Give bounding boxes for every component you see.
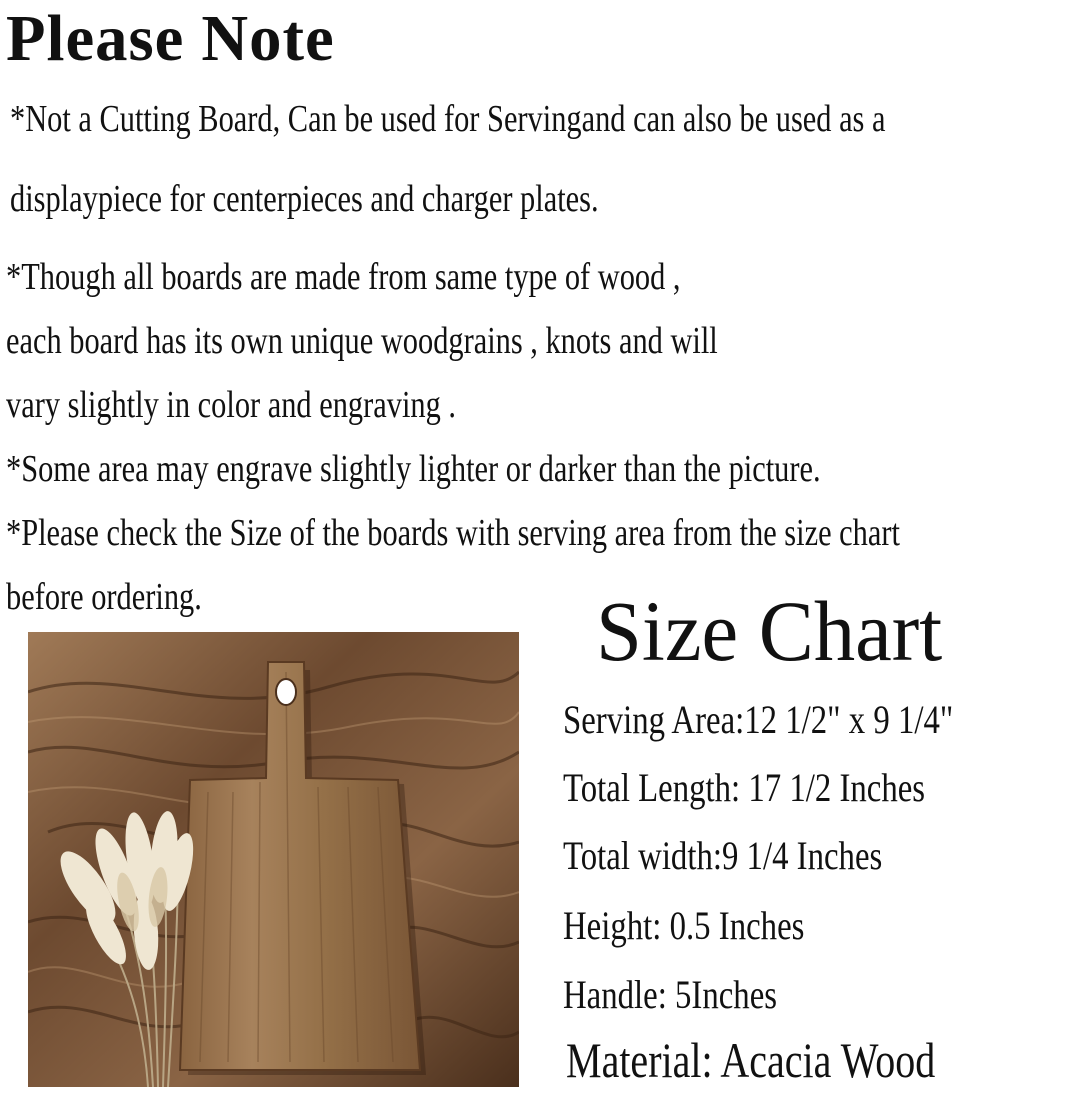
spec-serving-area: Serving Area:12 1/2" x 9 1/4": [563, 697, 954, 742]
spec-material: Material: Acacia Wood: [566, 1032, 936, 1088]
spec-height: Height: 0.5 Inches: [563, 903, 805, 948]
spec-total-length: Total Length: 17 1/2 Inches: [563, 765, 926, 810]
note-line-1: *Not a Cutting Board, Can be used for Servingand can also be used as a: [10, 98, 886, 140]
note-line-6: *Some area may engrave slightly lighter or darker than the picture.: [6, 448, 821, 490]
note-line-2: displaypiece for centerpieces and charger plates.: [10, 178, 599, 220]
product-photo: [28, 632, 519, 1087]
note-line-8: before ordering.: [6, 576, 202, 618]
note-line-4: each board has its own unique woodgrains , knots and will: [6, 320, 718, 362]
note-line-5: vary slightly in color and engraving .: [6, 384, 456, 426]
size-chart-title: Size Chart: [596, 583, 943, 679]
spec-total-width: Total width:9 1/4 Inches: [563, 833, 883, 878]
note-line-3: *Though all boards are made from same type of wood ,: [6, 256, 681, 298]
note-line-7: *Please check the Size of the boards with serving area from the size chart: [6, 512, 900, 554]
please-note-heading: Please Note: [6, 2, 335, 75]
spec-handle: Handle: 5Inches: [563, 972, 778, 1017]
